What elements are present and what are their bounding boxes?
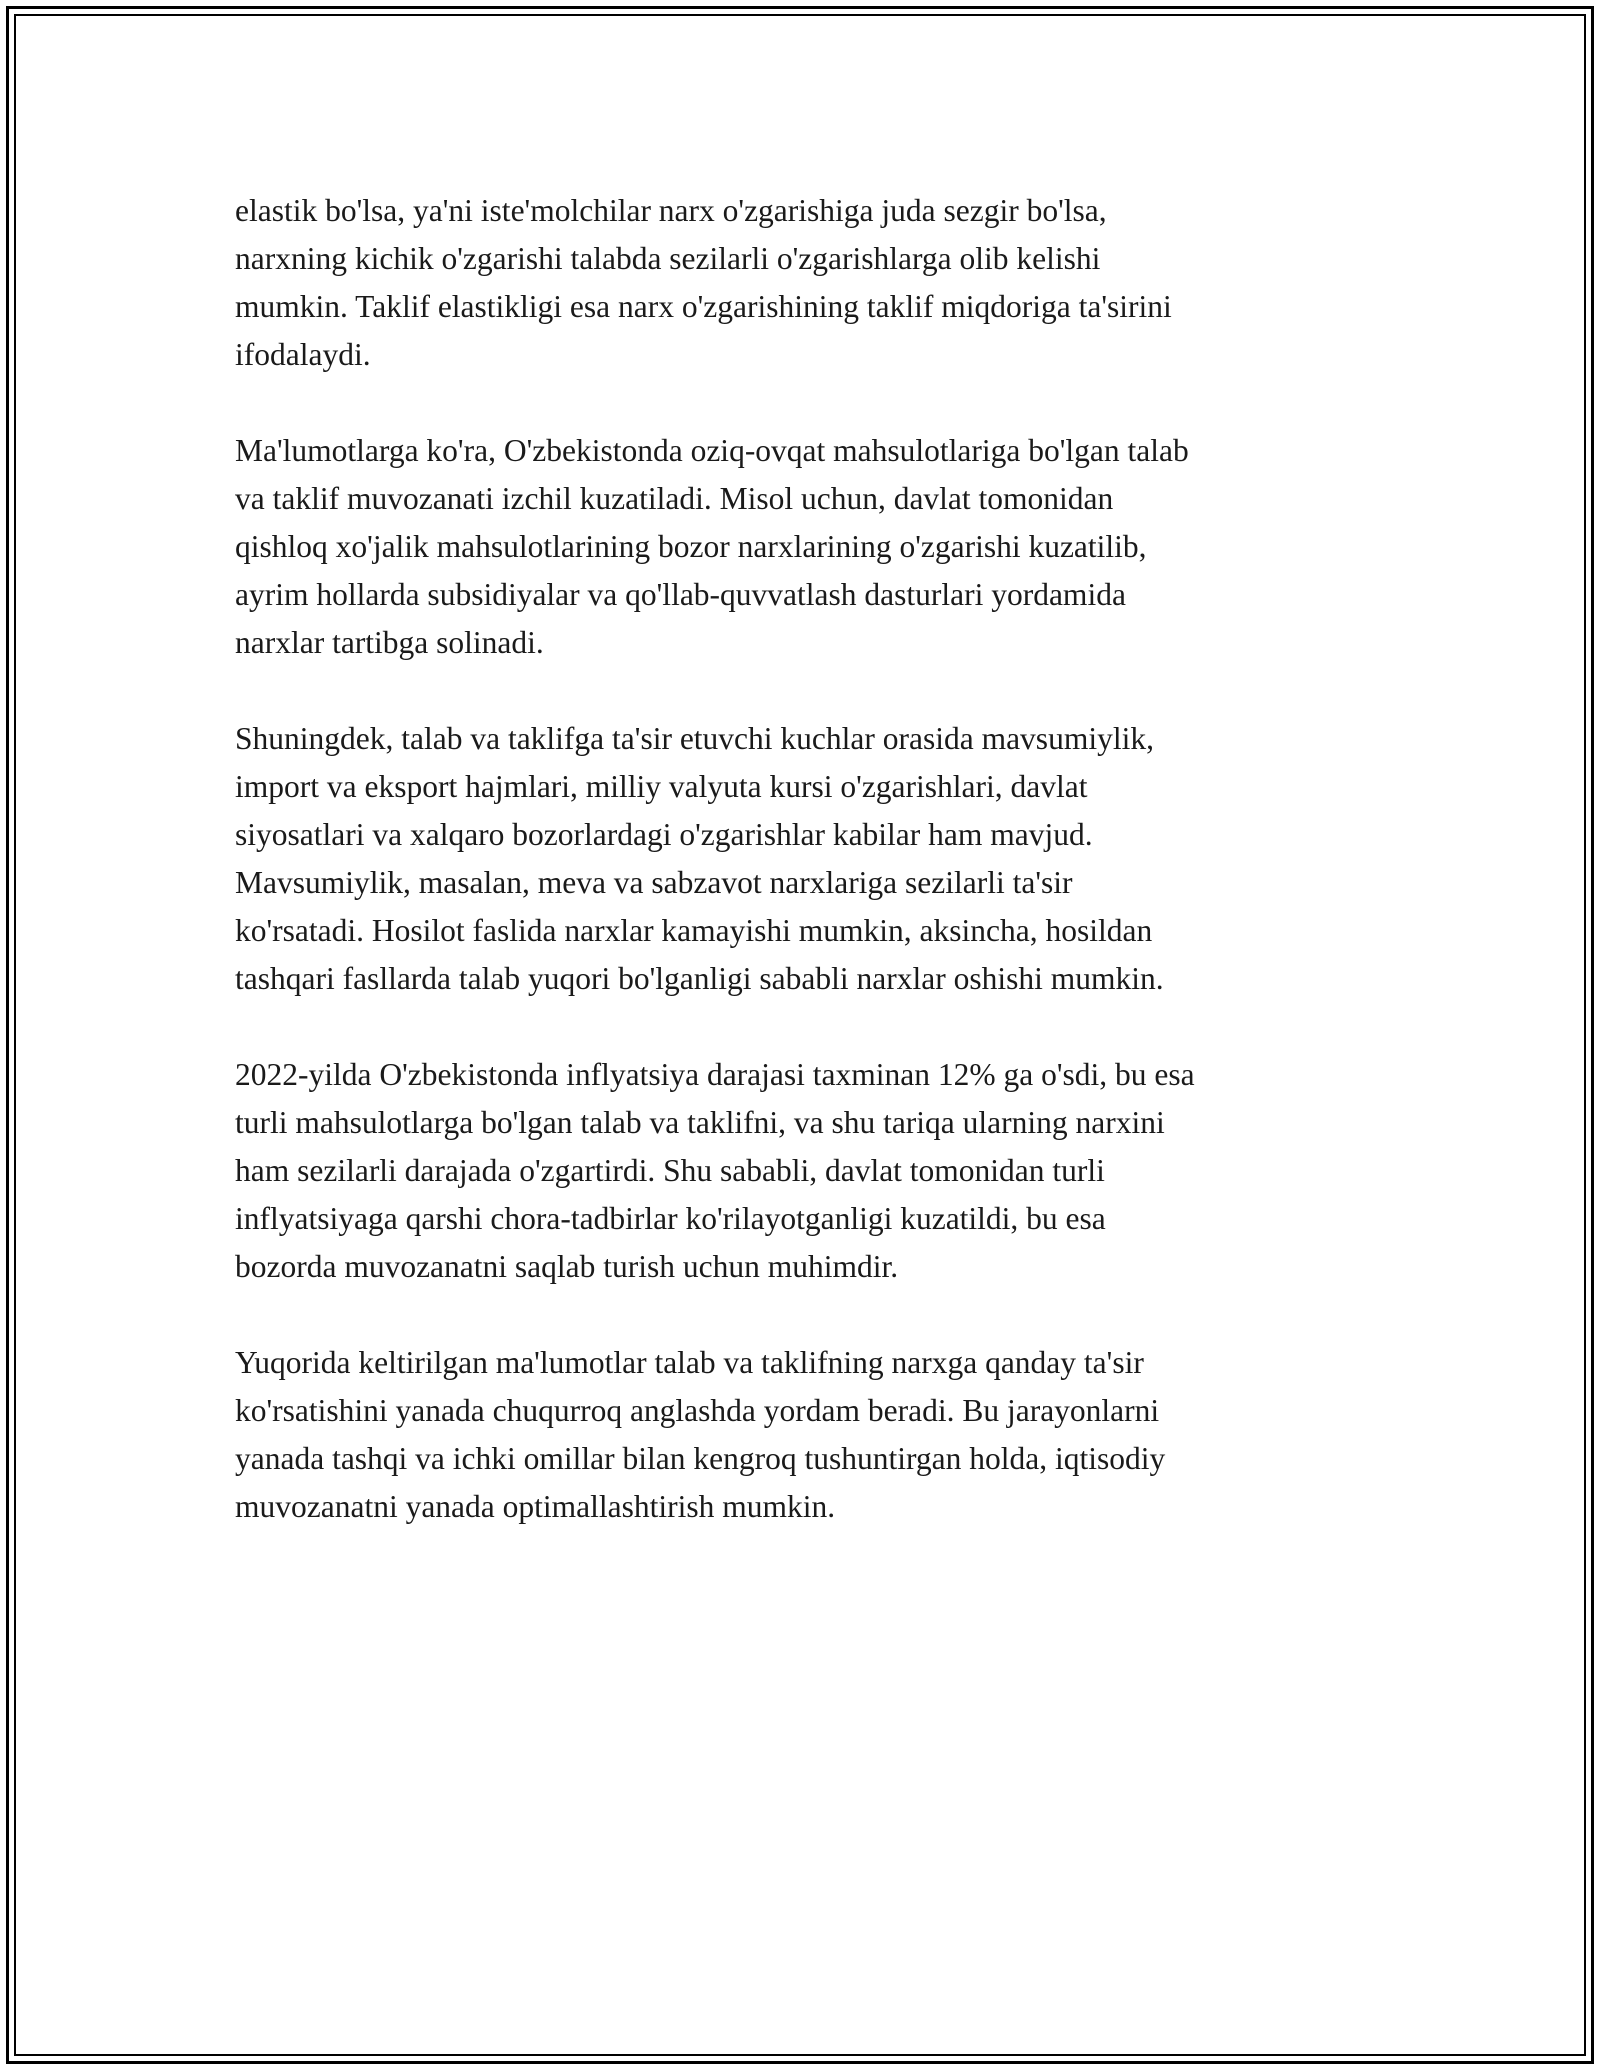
text-line: tashqari fasllarda talab yuqori bo'lganligi sababli narxlar oshishi mumkin. <box>235 961 1164 996</box>
text-line: muvozanatni yanada optimallashtirish mumkin. <box>235 1489 836 1524</box>
text-line: Yuqorida keltirilgan ma'lumotlar talab va taklifning narxga qanday ta'sir <box>235 1345 1144 1380</box>
text-line: Ma'lumotlarga ko'ra, O'zbekistonda oziq-ovqat mahsulotlariga bo'lgan talab <box>235 433 1189 468</box>
text-line: turli mahsulotlarga bo'lgan talab va taklifni, va shu tariqa ularning narxini <box>235 1105 1165 1140</box>
text-line: ko'rsatishini yanada chuqurroq anglashda yordam beradi. Bu jarayonlarni <box>235 1393 1160 1428</box>
text-line: yanada tashqi va ichki omillar bilan kengroq tushuntirgan holda, iqtisodiy <box>235 1441 1166 1476</box>
text-line: bozorda muvozanatni saqlab turish uchun muhimdir. <box>235 1249 899 1284</box>
paragraph-food-market <box>235 427 1375 667</box>
text-line: va taklif muvozanati izchil kuzatiladi. Misol uchun, davlat tomonidan <box>235 481 1114 516</box>
text-line: Mavsumiylik, masalan, meva va sabzavot narxlariga sezilarli ta'sir <box>235 865 1073 900</box>
text-line: 2022-yilda O'zbekistonda inflyatsiya darajasi taxminan 12% ga o'sdi, bu esa <box>235 1057 1195 1092</box>
text-line: ayrim hollarda subsidiyalar va qo'llab-quvvatlash dasturlari yordamida <box>235 577 1126 612</box>
text-line: ko'rsatadi. Hosilot faslida narxlar kamayishi mumkin, aksincha, hosildan <box>235 913 1153 948</box>
text-line: mumkin. Taklif elastikligi esa narx o'zgarishining taklif miqdoriga ta'sirini <box>235 289 1172 324</box>
text-line: ifodalaydi. <box>235 337 371 372</box>
paragraph-inflation <box>235 1051 1375 1291</box>
text-line: siyosatlari va xalqaro bozorlardagi o'zgarishlar kabilar ham mavjud. <box>235 817 1093 852</box>
paragraph-seasonality <box>235 715 1375 1003</box>
text-line: narxlar tartibga solinadi. <box>235 625 544 660</box>
paragraph-conclusion <box>235 1339 1375 1531</box>
text-line: narxning kichik o'zgarishi talabda sezilarli o'zgarishlarga olib kelishi <box>235 241 1101 276</box>
text-line: inflyatsiyaga qarshi chora-tadbirlar ko'rilayotganligi kuzatildi, bu esa <box>235 1201 1106 1236</box>
document-body <box>235 187 1375 1579</box>
paragraph-elasticity <box>235 187 1375 379</box>
text-line: elastik bo'lsa, ya'ni iste'molchilar narx o'zgarishiga juda sezgir bo'lsa, <box>235 193 1107 228</box>
text-line: ham sezilarli darajada o'zgartirdi. Shu sababli, davlat tomonidan turli <box>235 1153 1105 1188</box>
text-line: qishloq xo'jalik mahsulotlarining bozor narxlarining o'zgarishi kuzatilib, <box>235 529 1147 564</box>
text-line: import va eksport hajmlari, milliy valyuta kursi o'zgarishlari, davlat <box>235 769 1088 804</box>
text-line: Shuningdek, talab va taklifga ta'sir etuvchi kuchlar orasida mavsumiylik, <box>235 721 1154 756</box>
